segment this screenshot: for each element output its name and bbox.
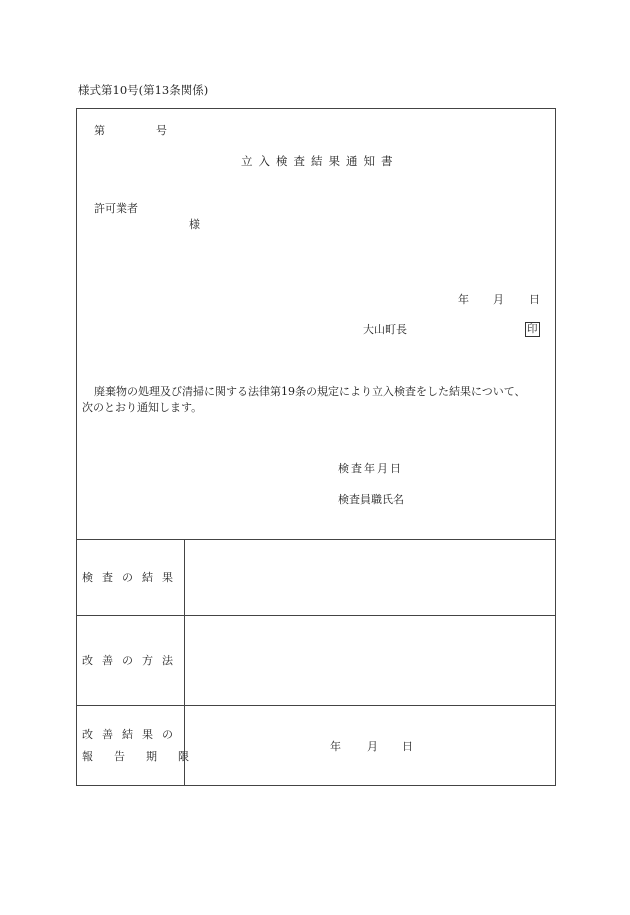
date-month: 月 <box>493 293 504 306</box>
report-deadline-label-line-1: 改善結果の <box>82 728 182 741</box>
body-text-line-2: 次のとおり通知します。 <box>82 401 203 414</box>
document-title: 立入検査結果通知書 <box>241 154 399 168</box>
table-column-divider <box>184 539 185 786</box>
inspection-date-label: 検査年月日 <box>338 462 403 475</box>
seal-stamp: 印 <box>527 323 538 335</box>
recipient-label: 許可業者 <box>94 202 138 215</box>
inspection-result-label: 検査の結果 <box>82 571 182 584</box>
inspector-name-label: 検査員職氏名 <box>338 493 404 506</box>
date-day: 日 <box>529 293 540 306</box>
issuer-name: 大山町長 <box>363 323 407 336</box>
date-year: 年 <box>458 293 469 306</box>
report-deadline-label-line-2: 報告期限 <box>82 750 210 763</box>
recipient-honorific: 様 <box>189 218 200 231</box>
deadline-day: 日 <box>402 740 413 753</box>
form-frame <box>76 108 556 786</box>
number-prefix: 第 <box>94 124 105 137</box>
form-number-label: 様式第10号(第13条関係) <box>78 83 209 97</box>
section-divider <box>76 539 556 540</box>
number-suffix: 号 <box>156 124 167 137</box>
table-row-divider <box>76 705 556 706</box>
improvement-method-label: 改善の方法 <box>82 654 182 667</box>
body-text-line-1: 廃棄物の処理及び清掃に関する法律第19条の規定により立入検査をした結果について、 <box>94 385 526 398</box>
deadline-month: 月 <box>367 740 378 753</box>
table-row-divider <box>76 615 556 616</box>
deadline-year: 年 <box>330 740 341 753</box>
